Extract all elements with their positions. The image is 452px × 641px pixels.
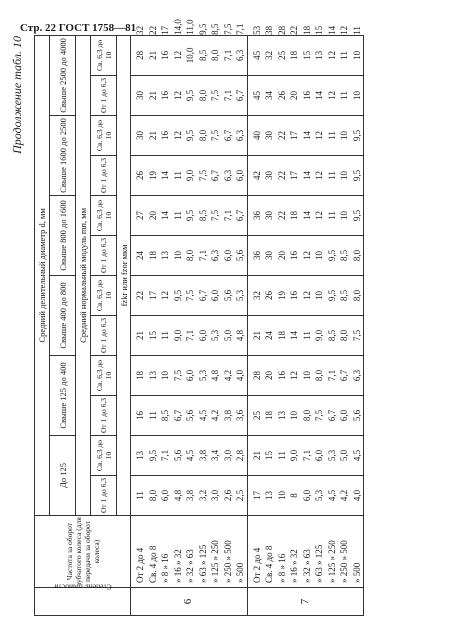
value: 6,3: [235, 49, 245, 62]
range-header: Свыше 800 до 1600: [50, 196, 76, 276]
value: 11: [135, 491, 145, 500]
value: 4,8: [172, 489, 183, 502]
value: 9,0: [289, 449, 299, 462]
value: 25: [251, 411, 262, 420]
value-cell: [247, 276, 364, 316]
value: 6,3: [351, 369, 362, 382]
value: 6,0: [235, 169, 245, 182]
value-cell: [131, 76, 248, 116]
value: 6,0: [314, 449, 324, 462]
frequency-label: Св. 4 до 8: [264, 545, 274, 583]
value: 10: [314, 291, 324, 300]
value: 8,0: [147, 489, 158, 502]
value: 9,0: [185, 169, 195, 182]
value: 18: [264, 411, 274, 420]
value: 10: [301, 371, 312, 380]
value-cell: [131, 156, 248, 196]
value: 7,5: [197, 169, 208, 182]
value: 28: [251, 371, 262, 380]
value: 3,4: [210, 449, 220, 462]
value: 10: [160, 371, 170, 380]
value: 12: [172, 50, 183, 60]
value: 45: [251, 50, 262, 60]
value: 12: [160, 291, 170, 300]
value-cell: [131, 436, 248, 476]
value: 12: [289, 371, 299, 380]
value: 7,5: [172, 369, 183, 382]
value: 7,1: [222, 49, 233, 62]
value: 9,5: [185, 129, 195, 142]
value: 12: [326, 91, 337, 100]
frequency-label: » 125 » 250: [326, 540, 337, 583]
value: 20: [264, 371, 274, 380]
value: 11: [339, 51, 349, 60]
value: 6,0: [210, 289, 220, 302]
value: 30: [264, 131, 274, 140]
value: 8,5: [326, 329, 337, 342]
value: 5,3: [314, 489, 324, 502]
value: 16: [160, 131, 170, 140]
frequency-label: » 63 » 125: [314, 544, 324, 583]
value: 14: [301, 211, 312, 220]
value: 14: [301, 131, 312, 140]
value: 14: [289, 331, 299, 340]
value: 11: [326, 131, 337, 140]
page-header: Стр. 22 ГОСТ 1758—81: [20, 22, 137, 34]
value: 9,5: [172, 289, 183, 302]
value-cell: [247, 76, 364, 116]
value: 10: [276, 491, 287, 500]
value: 26: [264, 291, 274, 300]
value: 10: [339, 211, 349, 220]
module-col-header: Св. 6,3 до 10: [91, 35, 117, 75]
value: 14: [314, 91, 324, 100]
value: 4,2: [339, 489, 349, 502]
range-header: Свыше 125 до 400: [50, 356, 76, 436]
value-cell: [131, 396, 248, 436]
frequency-label: » 8 » 16: [276, 553, 287, 583]
value-cell: [247, 156, 364, 196]
value: 16: [160, 91, 170, 100]
value: 7,5: [210, 89, 220, 102]
value: 2,8: [235, 449, 245, 462]
value: 30: [264, 251, 274, 260]
grade-column-header: Степень точности: [35, 588, 131, 616]
value: 6,7: [235, 89, 245, 102]
frequency-label: » 32 » 63: [301, 549, 312, 583]
value: 11: [172, 211, 183, 220]
value-cell: [131, 196, 248, 236]
range-header: До 125: [50, 436, 76, 516]
value: 9,5: [351, 209, 362, 222]
value: 8,0: [314, 369, 324, 382]
value-cell: [247, 436, 364, 476]
module-col-header: От 1 до 6,3: [91, 76, 117, 116]
value: 20: [147, 211, 158, 220]
value: 7,1: [301, 449, 312, 462]
value: 9,5: [351, 129, 362, 142]
value: 22: [276, 131, 287, 140]
frequency-column-header: Частота за оборот зубчатого колеса (для передачи за оборот колеса): [35, 516, 131, 588]
value: 18: [135, 371, 145, 380]
value: 11: [339, 91, 349, 100]
value: 9,5: [326, 289, 337, 302]
module-col-header: От 1 до 6,3: [91, 156, 117, 196]
value: 4,2: [210, 409, 220, 422]
module-col-header: Св. 6,3 до 10: [91, 196, 117, 236]
value-cell: [131, 356, 248, 396]
value: 17: [251, 491, 262, 500]
grade-cell: 6: [131, 588, 248, 616]
value: 3,0: [210, 489, 220, 502]
value: 6,3: [222, 169, 233, 182]
value-cell: [247, 236, 364, 276]
value: 25: [276, 50, 287, 60]
value: 10: [351, 91, 362, 100]
value: 6,0: [301, 489, 312, 502]
value: 5,3: [326, 449, 337, 462]
value: 14: [160, 211, 170, 220]
value: 7,5: [210, 129, 220, 142]
value: 27: [135, 211, 145, 220]
value: 14: [160, 171, 170, 180]
value: 21: [147, 50, 158, 60]
value: 8,0: [197, 89, 208, 102]
value-cell: [247, 35, 364, 75]
value: 28: [135, 50, 145, 60]
value: 7,5: [185, 289, 195, 302]
value: 5,6: [222, 289, 233, 302]
value: 10: [339, 131, 349, 140]
value-cell: [247, 396, 364, 436]
value: 8,5: [197, 49, 208, 62]
value: 15: [264, 451, 274, 460]
value: 42: [251, 171, 262, 180]
value: 21: [251, 451, 262, 460]
value: 4,2: [222, 369, 233, 382]
value: 13: [276, 411, 287, 420]
value: 7,5: [210, 209, 220, 222]
grade-cell: 7: [247, 588, 364, 616]
frequency-label: » 250 » 500: [339, 540, 349, 583]
value: 26: [276, 91, 287, 100]
range-header: Свыше 1600 до 2500: [50, 116, 76, 196]
value: 4,5: [326, 489, 337, 502]
value: 8,0: [351, 289, 362, 302]
value: 12: [326, 50, 337, 60]
value: 6,7: [197, 289, 208, 302]
value: 30: [135, 131, 145, 140]
value: 10,0: [185, 47, 195, 64]
value: 12: [172, 131, 183, 140]
value: 11: [147, 411, 158, 420]
value: 5,6: [172, 449, 183, 462]
value: 18: [276, 331, 287, 340]
value: 9,5: [326, 249, 337, 262]
value: 40: [251, 131, 262, 140]
value: 8,0: [301, 409, 312, 422]
frequency-label: » 500: [235, 562, 245, 583]
value-cell: [131, 35, 248, 75]
value: 21: [251, 331, 262, 340]
frequency-cell: [247, 516, 364, 588]
value: 7,1: [185, 329, 195, 342]
value: 36: [251, 251, 262, 260]
value: 11: [326, 171, 337, 180]
value: 6,0: [160, 489, 170, 502]
frequency-label: От 2 до 4: [135, 547, 145, 583]
value: 4,5: [351, 449, 362, 462]
value: 16: [276, 371, 287, 380]
value: 3,8: [222, 409, 233, 422]
value: 5,6: [351, 409, 362, 422]
value: 11: [172, 171, 183, 180]
module-col-header: Св. 6,3 до 10: [91, 436, 117, 476]
value: 16: [160, 50, 170, 60]
value: 2,5: [235, 489, 245, 502]
value: 30: [264, 171, 274, 180]
value-cell: [131, 476, 248, 516]
value: 12: [314, 131, 324, 140]
value: 8,0: [339, 329, 349, 342]
value: 6,3: [210, 249, 220, 262]
value: 21: [147, 91, 158, 100]
value: 6,3: [235, 129, 245, 142]
value: 18: [289, 211, 299, 220]
value-cell: [131, 116, 248, 156]
value: 2,6: [222, 489, 233, 502]
value: 3,8: [185, 489, 195, 502]
value: 9,5: [185, 89, 195, 102]
frequency-label: » 250 » 500: [222, 540, 233, 583]
value: 14: [301, 171, 312, 180]
module-col-header: Св. 6,3 до 10: [91, 356, 117, 396]
fzk-header: fzkr или fzor мкм: [117, 35, 131, 515]
value: 4,0: [351, 489, 362, 502]
value: 17: [289, 131, 299, 140]
value: 8,5: [160, 409, 170, 422]
value: 4,0: [235, 369, 245, 382]
value: 20: [276, 251, 287, 260]
module-col-header: Св. 6,3 до 10: [91, 276, 117, 316]
value: 7,1: [160, 449, 170, 462]
value: 45: [251, 91, 262, 100]
value: 22: [276, 211, 287, 220]
module-col-header: Св. 6,3 до 10: [91, 116, 117, 156]
value-cell: [131, 236, 248, 276]
value: 13: [160, 251, 170, 260]
value: 6,7: [222, 129, 233, 142]
value: 8,0: [197, 129, 208, 142]
value: 8,0: [210, 49, 220, 62]
value: 4,5: [197, 409, 208, 422]
value: 7,1: [222, 89, 233, 102]
value: 8: [289, 493, 299, 498]
value: 22: [276, 171, 287, 180]
value: 5,0: [222, 329, 233, 342]
value-cell: [247, 356, 364, 396]
value: 18: [289, 50, 299, 60]
value: 34: [264, 91, 274, 100]
value: 21: [147, 131, 158, 140]
value-cell: [247, 196, 364, 236]
value: 5,3: [235, 289, 245, 302]
value: 19: [147, 171, 158, 180]
value-cell: [131, 316, 248, 356]
frequency-label: » 8 » 16: [160, 553, 170, 583]
value: 4,5: [185, 449, 195, 462]
value: 4,8: [235, 329, 245, 342]
value-cell: [247, 116, 364, 156]
value: 12: [172, 91, 183, 100]
value: 24: [264, 331, 274, 340]
diameter-header: Средний делительный диаметр d, мм: [35, 35, 50, 515]
value: 13: [135, 451, 145, 460]
value: 16: [135, 411, 145, 420]
value: 32: [264, 50, 274, 60]
value: 12: [314, 171, 324, 180]
value: 8,5: [339, 249, 349, 262]
value: 16: [289, 251, 299, 260]
value: 16: [289, 291, 299, 300]
module-header: Средний нормальный модуль mп, мм: [76, 35, 91, 515]
frequency-label: » 500: [351, 562, 362, 583]
module-col-header: От 1 до 6,3: [91, 396, 117, 436]
value: 10: [339, 171, 349, 180]
value: 9,5: [185, 209, 195, 222]
frequency-label: От 2 до 4: [251, 547, 262, 583]
value: 18: [147, 251, 158, 260]
value: 30: [135, 91, 145, 100]
value: 6,0: [185, 369, 195, 382]
value: 12: [301, 291, 312, 300]
value: 6,0: [197, 329, 208, 342]
value: 10: [289, 411, 299, 420]
value: 6,7: [210, 169, 220, 182]
frequency-label: » 63 » 125: [197, 544, 208, 583]
value: 13: [314, 50, 324, 60]
value: 6,0: [339, 409, 349, 422]
frequency-label: » 16 » 32: [289, 549, 299, 583]
value: 17: [147, 291, 158, 300]
range-header: Свыше 400 до 800: [50, 276, 76, 356]
value: 12: [301, 251, 312, 260]
value: 6,7: [326, 409, 337, 422]
value: 32: [251, 291, 262, 300]
value: 3,0: [222, 449, 233, 462]
value: 3,2: [197, 489, 208, 502]
value: 19: [276, 291, 287, 300]
value: 10: [172, 251, 183, 260]
value: 16: [301, 91, 312, 100]
value: 4,8: [210, 369, 220, 382]
value: 6,0: [222, 249, 233, 262]
table-body: [131, 19, 364, 615]
value: 3,8: [197, 449, 208, 462]
value: 13: [264, 491, 274, 500]
value: 6,7: [172, 409, 183, 422]
frequency-label: » 125 » 250: [210, 540, 220, 583]
value: 7,5: [351, 329, 362, 342]
value: 17: [289, 171, 299, 180]
value: 8,0: [351, 249, 362, 262]
value: 6,7: [339, 369, 349, 382]
value: 21: [135, 331, 145, 340]
frequency-label: » 16 » 32: [172, 549, 183, 583]
table-row: 6 От 2 до 4 Св. 4 до 8 » 8 » 16 » 16 » 32 » 32 » 63 » 63 » 125 » 125 » 250 » 250 » 500 » 500 11 8,0 6,0 4,8 3,8 3,2 3,0 2,6 2,5 13 9,5 7,1 5,6 4,5 3,8 3,4 3,0 2,8 16 11 8,5 6,7 5,6 4,5 4,2 3,8 3,6 18 13 10 7,5 6,0 5,3 4,8 4,2 4,0 21 15 11 9,0 7,1 6,0 5,3 5,0 4,8 22 17 12 9,5 7,5 6,7 6,0 5,6 5,3 24 18 13 10 8,0 7,1 6,3 6,0 5,6 27 20 14 11 9,5 8,5 7,5 7,1 6,7 26 19 14 11 9,0 7,5 6,7 6,3 6,0 30 21 16 12 9,5 8,0 7,5 6,7 6,3 30 21 16 12 9,5 8,0 7,5 7,1 6,7 28 21 16 12 10,0 8,5 8,0 7,1 6,3 32 22 17 14,0 11,0 9,5 8,5 7,5 7,1: [131, 35, 248, 615]
value: 10: [314, 251, 324, 260]
value: 5,3: [197, 369, 208, 382]
value: 13: [147, 371, 158, 380]
module-col-header: От 1 до 6,3: [91, 476, 117, 516]
value: 10: [351, 50, 362, 60]
continuation-label: Продолжение табл. 10: [10, 36, 24, 154]
value: 30: [264, 211, 274, 220]
value: 3,6: [235, 409, 245, 422]
value: 7,1: [326, 369, 337, 382]
value: 15: [301, 50, 312, 60]
value: 20: [289, 91, 299, 100]
value: 9,5: [351, 169, 362, 182]
range-header: Свыше 2500 до 4000: [50, 35, 76, 115]
value: 6,7: [235, 209, 245, 222]
value-cell: [247, 316, 364, 356]
table-row: 7 От 2 до 4 Св. 4 до 8 » 8 » 16 » 16 » 32 » 32 » 63 » 63 » 125 » 125 » 250 » 250 » 500 » 500 17 13 10 8 6,0 5,3 4,5 4,2 4,0 21 15 11 9,0 7,1 6,0 5,3 5,0 4,5 25 18 13 10 8,0 7,5 6,7 6,0 5,6 28 20 16 12 10 8,0 7,1 6,7 6,3 21 24 18 14 11 9,0 8,5 8,0 7,5 32 26 19 16 12 10 9,5 8,5 8,0 36 30 20 16 12 10 9,5 8,5 8,0 36 30 22 18 14 12 11 10 9,5 42 30 22 17 14 12 11 10 9,5 40 30 22 17 14 12 11 10 9,5 45 34 26 20 16 14 12 11 10 45 32 25 18 15 13 12 11 10 53 38 28 22 18 15 14 12 11: [247, 35, 364, 615]
value: 5,6: [185, 409, 195, 422]
module-col-header: От 1 до 6,3: [91, 316, 117, 356]
value: 5,3: [210, 329, 220, 342]
value: 12: [314, 211, 324, 220]
module-col-header: От 1 до 6,3: [91, 236, 117, 276]
value-cell: [247, 476, 364, 516]
value: 8,5: [339, 289, 349, 302]
value: 26: [135, 171, 145, 180]
value: 11: [326, 211, 337, 220]
value: 7,5: [314, 409, 324, 422]
value: 5,6: [235, 249, 245, 262]
value: 8,0: [185, 249, 195, 262]
value: 8,5: [197, 209, 208, 222]
value: 36: [251, 211, 262, 220]
value: 7,1: [222, 209, 233, 222]
frequency-label: » 32 » 63: [185, 549, 195, 583]
value: 11: [160, 331, 170, 340]
value: 22: [135, 291, 145, 300]
value: 9,5: [147, 449, 158, 462]
value: 15: [147, 331, 158, 340]
value: 5,0: [339, 449, 349, 462]
value: 9,0: [314, 329, 324, 342]
value: 11: [301, 331, 312, 340]
value-cell: [131, 276, 248, 316]
value: 24: [135, 251, 145, 260]
value: 11: [276, 451, 287, 460]
value: 7,1: [197, 249, 208, 262]
frequency-cell: [131, 516, 248, 588]
value: 9,0: [172, 329, 183, 342]
frequency-label: Св. 4 до 8: [147, 545, 158, 583]
